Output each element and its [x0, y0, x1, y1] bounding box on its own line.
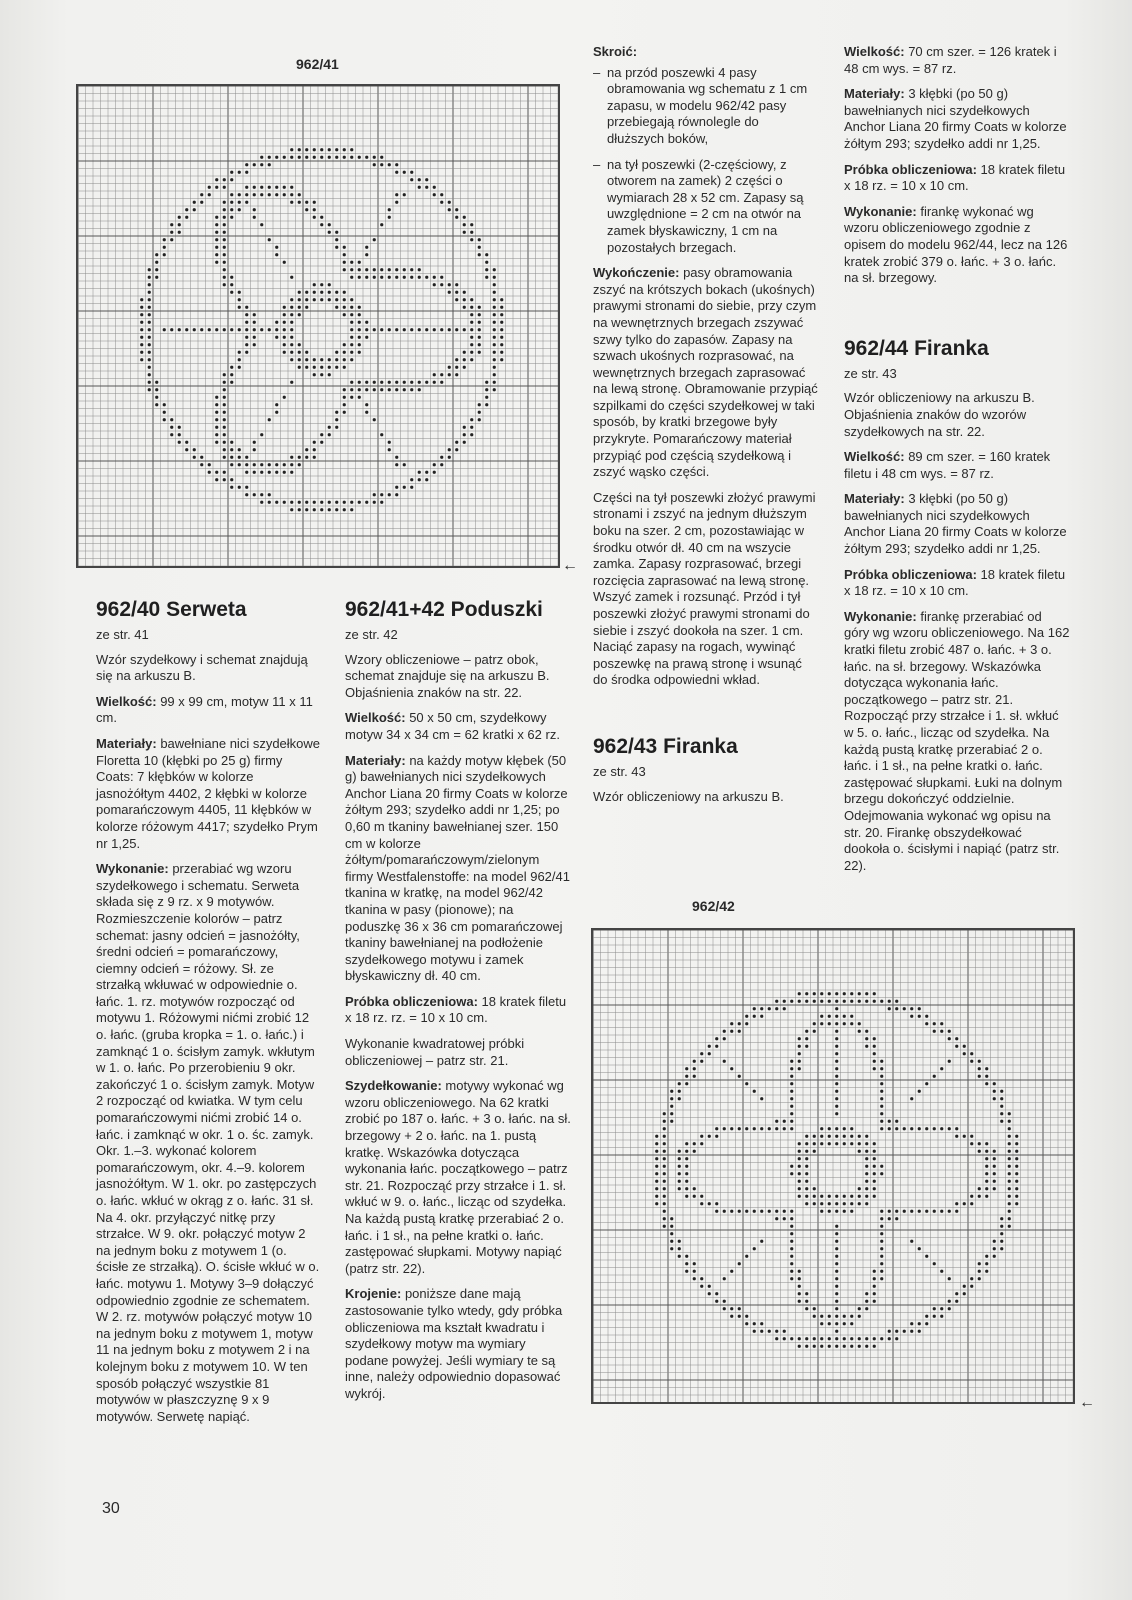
paragraph: Wzór obliczeniowy na arkuszu B. Objaśnienia znaków do wzorów szydełkowych na str. 22.: [844, 390, 1035, 439]
section-title-962-40: 962/40 Serweta: [96, 598, 247, 621]
text-size: 50 x 50 cm, szydełkowy motyw 34 x 34 cm = 62 kratki x 62 rz.: [345, 710, 560, 742]
filet-chart-962-41: [76, 84, 560, 568]
paragraph: [844, 44, 1070, 77]
paragraph: [593, 265, 819, 481]
column-serweta: [96, 597, 320, 1434]
label-materials: Materiały:: [345, 752, 406, 768]
dash-bullet: –: [593, 156, 601, 172]
chart-title-962-41: 962/41: [296, 56, 339, 72]
text-execution: firankę wykonać wg wzoru obliczeniowego zgodnie z opisem do modelu 962/44, lecz na 126 kratek zrobić 379 o. łańc. + 3 o. łańc. na sł. brzegowy.: [844, 203, 1068, 286]
paragraph: Wzór obliczeniowy na arkuszu B.: [593, 788, 784, 804]
list-item-text: na tył poszewki (2-częściowy, z otworem na zamek) 2 części o wymiarach 28 x 52 cm. Zapasy są uwzględnione = 2 cm na otwór na zamek błyskawiczny, 1 cm na pozostałych brzegach.: [607, 156, 804, 255]
text-cutting: poniższe dane mają zastosowanie tylko wtedy, gdy próbka obliczeniowa ma kształt kwadratu i szydełkowy motyw ma wymiary podane powyżej. Jeśli wymiary te są inne, należy odpowiednio dopasować wykrój.: [345, 1286, 563, 1401]
text-materials: 3 kłębki (po 50 g) bawełnianych nici szydełkowych Anchor Liana 20 firmy Coats w kolorze żółtym 293; szydełko addi nr 1,25.: [844, 86, 1067, 151]
text-materials: 3 kłębki (po 50 g) bawełnianych nici szydełkowych Anchor Liana 20 firmy Coats w kolorze żółtym 293; szydełko addi nr 1,25.: [844, 491, 1067, 557]
dash-bullet: –: [593, 64, 601, 80]
paragraph: [96, 694, 320, 727]
label-cut: Skroić:: [593, 44, 638, 59]
label-size: Wielkość:: [96, 693, 157, 709]
paragraph: [96, 861, 320, 1425]
label-sample: Próbka obliczeniowa:: [844, 566, 977, 582]
label-materials: Materiały:: [844, 491, 905, 507]
start-arrow-icon: ←: [1079, 1394, 1095, 1411]
label-finishing: Wykończenie:: [593, 265, 680, 281]
label-size: Wielkość:: [844, 449, 905, 465]
column-firanka: [844, 44, 1070, 883]
section-title-962-44: 962/44 Firanka: [844, 336, 989, 360]
column-skroic: [593, 44, 819, 814]
label-cutting: Krojenie:: [345, 1286, 402, 1302]
list-item-text: na przód poszewki 4 pasy obramowania wg schematu z 1 cm zapasu, w modelu 962/42 pasy przebiegają równolegle do dłuższych boków,: [607, 64, 808, 146]
page-ref: ze str. 42: [345, 627, 398, 642]
paragraph: [844, 204, 1070, 287]
label-execution: Wykonanie:: [844, 203, 917, 219]
text-crochet: motywy wykonać wg wzoru obliczeniowego. Na 62 kratki zrobić po 187 o. łańc. + 3 o. łańc. na sł. brzegowy + 2 o. łańc. na 1. pustą kratkę. Wskazówka dotycząca wykonania łańc. początkowego – patrz str. 21. Rozpocząć przy strzałce i 1. sł. wkłuć w 9. o. łańc., licząc od szydełka. Na każdą pustą kratkę przerabiać 2 o. łańc. i 1 sł., na pełne kratki o. łańc. zastępować słupkami. Motywy napiąć (patrz str. 22).: [345, 1078, 571, 1276]
label-execution: Wykonanie:: [96, 861, 169, 877]
paragraph: [345, 1286, 571, 1402]
text-size: 99 x 99 cm, motyw 11 x 11 cm.: [96, 693, 313, 726]
section-title-962-41-42: 962/41+42 Poduszki: [345, 598, 543, 621]
text-size: 89 cm szer. = 160 kratek filetu i 48 cm wys. = 87 rz.: [844, 449, 1051, 481]
list-item: [593, 65, 819, 148]
paragraph: [96, 736, 320, 852]
paragraph: [844, 86, 1070, 152]
section-title-962-43: 962/43 Firanka: [593, 734, 738, 758]
text-materials: na każdy motyw kłębek (50 g) bawełnianych nici szydełkowych Anchor Liana 20 firmy Coats w kolorze żółtym 293; szydełko addi nr 1,25; po 0,60 m tkaniny bawełnianej szer. 150 cm w kolorze żółtym/pomarańczowym/zielonym firmy Westfalenstoffe: na model 962/41 tkanina w kratkę, na model 962/42 tkanina w pasy (pionowe); na poduszkę 36 x 36 cm pomarańczowej tkaniny bawełnianej na podłożenie szydełkowego motywu i zamek błyskawiczny dł. 40 cm.: [345, 752, 570, 984]
paragraph: [844, 449, 1070, 482]
paragraph: Części na tył poszewki złożyć prawymi stronami i zszyć na jednym dłuższym boku na szer. 2 cm, pozostawiając w środku otwór dł. 40 cm na wszycie zamka. Zapasy rozprasować, brzegi rozcięcia zaprasować na lewą stronę. Wszyć zamek i rozsunąć. Przód i tył poszewki złożyć prawymi stronami do siebie i zszyć dookoła na szer. 1 cm. Naciąć zapasy na rogach, wywinąć poszewkę na prawą stronę i wsunąć do środka odpowiedni wkład.: [593, 489, 816, 688]
text-sample: 18 kratek filetu x 18 rz. = 10 x 10 cm.: [844, 566, 1066, 599]
filet-chart-962-42: [591, 928, 1075, 1404]
paragraph: [844, 491, 1070, 557]
paragraph: [345, 710, 571, 743]
label-crochet: Szydełkowanie:: [345, 1078, 442, 1094]
text-sample: 18 kratek filetu x 18 rz. rz. = 10 x 10 cm.: [345, 993, 567, 1026]
paragraph: [844, 567, 1070, 600]
paragraph: [844, 162, 1070, 195]
label-size: Wielkość:: [345, 710, 406, 726]
page-ref: ze str. 43: [593, 763, 646, 779]
text-execution: firankę przerabiać od góry wg wzoru obliczeniowego. Na 162 kratki filetu zrobić 487 o. łańc. + 3 o. łańc. na sł. brzegowy. Wskazówka dotycząca wykonania łańc. początkowego – patrz str. 21. Rozpocząć przy strzałce i 1. sł. wkłuć w 5. o. łańc., licząc od szydełka. Na każdą pustą kratkę przerabiać 2 o. łańc. i 1 sł., na pełne kratki o. łańc. zastępować słupkami. Łuki na dolnym brzegu dokończyć oddzielnie. Odejmowania wykonać wg opisu na str. 20. Firankę obszydełkować dookoła o. ścisłymi i napiąć (patrz str. 22).: [844, 608, 1070, 873]
paragraph: [345, 994, 571, 1027]
label-execution: Wykonanie:: [844, 608, 917, 624]
page-number: 30: [102, 1500, 120, 1517]
start-arrow-icon: ←: [562, 557, 578, 574]
paragraph: Wzory obliczeniowe – patrz obok, schemat znajduje się na arkuszu B. Objaśnienia znaków na str. 22.: [345, 651, 550, 700]
column-poduszki: [345, 597, 571, 1412]
text-execution: przerabiać wg wzoru szydełkowego i schematu. Serweta składa się z 9 rz. x 9 motywów. Rozmieszczenie kolorów – patrz schemat: jasny odcień = jasnożółty, średni odcień = pomarańczowy, ciemny odcień = różowy. Sł. ze strzałką wkłuwać w odpowiednie o. łańc. 1. rz. motywów rozpocząć od motywu 1. Różowymi nićmi zrobić 12 o. łańc. (gruba kropka = 1. o. łańc.) i zamknąć 1 o. ścisłym zamyk. wkłutym w 1. o. łańc. Po przerobieniu 9 okr. zakończyć 1 o. ścisłym zamyk. Motyw 2 rozpocząć od kwiatka. W tym celu pomarańczowymi nićmi zrobić 14 o. łańc. i zamknąć w okr. 1 o. śc. zamyk. Okr. 1.–3. wykonać kolorem pomarańczowym, okr. 4.–9. kolorem jasnożółtym. W 1. okr. po zastępczych o. łańc. wkłuć w okrąg z o. łańc. 31 sł. Na 4. okr. przyłączyć nitkę przy strzałce. W 9. okr. połączyć motyw 2 na jednym boku z motywem 1 (o. ścisłe ze strzałką). O. ścisłe wkłuć w o. łańc. motywu 1. Motywy 3–9 dołączyć odpowiednio zgodnie ze schematem. W 2. rz. motywów połączyć motyw 10 na jednym boku z motywem 1, motyw 11 na jednym boku z motywem 2 i na kolejnym boku z motywem 10. W ten sposób połączyć wszystkie 81 motywów w płaszczyznę 9 x 9 motywów. Serwetę napiąć.: [96, 861, 320, 1424]
text-sample: 18 kratek filetu x 18 rz. = 10 x 10 cm.: [844, 161, 1066, 194]
label-sample: Próbka obliczeniowa:: [844, 161, 977, 177]
text-size: 70 cm szer. = 126 kratek i 48 cm wys. = 87 rz.: [844, 44, 1057, 76]
label-materials: Materiały:: [844, 86, 905, 102]
page-ref: ze str. 43: [844, 365, 897, 381]
paragraph: [345, 1078, 571, 1277]
paragraph: [844, 609, 1070, 875]
text-materials: bawełniane nici szydełkowe Floretta 10 (kłębki po 25 g) firmy Coats: 7 kłębków w kolorze jasnożółtym 4402, 2 kłębki w kolorze pomarańczowym 4405, 11 kłębków w kolorze różowym 4417; szydełko Prym nr 1,25.: [96, 735, 321, 851]
chart-title-962-42: 962/42: [692, 898, 735, 914]
list-item: [593, 157, 819, 257]
page-ref: ze str. 41: [96, 627, 149, 642]
label-materials: Materiały:: [96, 735, 157, 751]
text-finishing: pasy obramowania zszyć na krótszych bokach (ukośnych) prawymi stronami do siebie, przy czym na wewnętrznych brzegach zszywać szwy tylko do zapasów. Zapasy na szwach ukośnych rozprasować, na wewnętrznych brzegach zaprasować na lewą stronę. Obramowanie przypiąć szpilkami do części szydełkowej w taki sposób, by kratki brzegowe były przykryte. Pomarańczowy materiał przypiąć pod częścią szydełkową i zszyć wąsko części.: [593, 265, 818, 480]
label-size: Wielkość:: [844, 44, 905, 59]
paragraph: Wzór szydełkowy i schemat znajdują się na arkuszu B.: [96, 651, 308, 684]
paragraph: [345, 753, 571, 985]
label-sample: Próbka obliczeniowa:: [345, 993, 478, 1009]
paragraph: Wykonanie kwadratowej próbki obliczeniowej – patrz str. 21.: [345, 1036, 525, 1068]
